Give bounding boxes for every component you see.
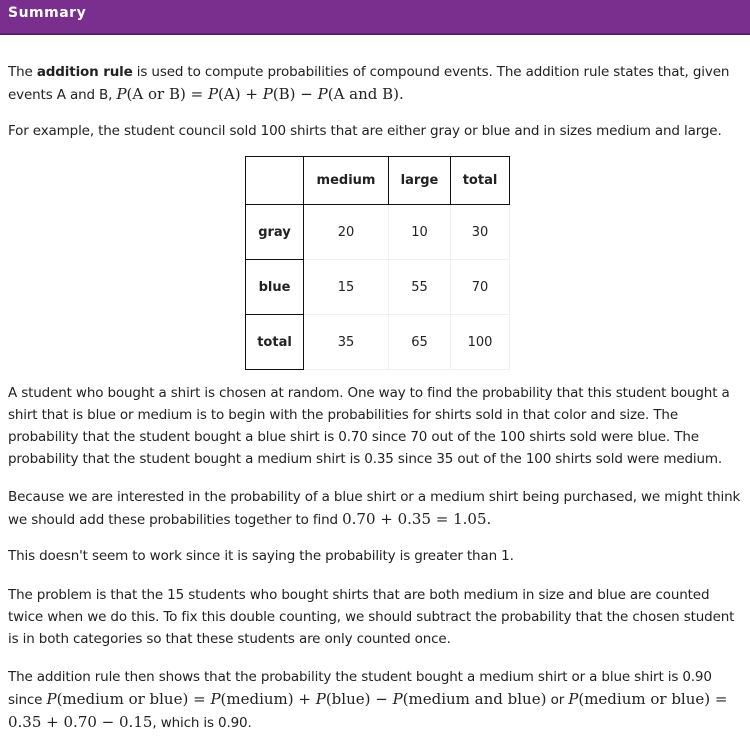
p7-mid: or: [546, 692, 569, 708]
shirt-sales-table: [245, 156, 510, 370]
row-header: total: [246, 315, 304, 370]
table-cell: 70: [451, 260, 510, 315]
table-cell: 30: [451, 205, 510, 260]
table-cell: 65: [389, 315, 451, 370]
header-title: Summary: [8, 5, 87, 21]
addition-rule-paragraph: [8, 61, 744, 106]
table-header-row: [246, 157, 510, 205]
addition-rule-formula: P(A or B) = P(A) + P(B) − P(A and B).: [116, 85, 404, 103]
table-cell: 100: [451, 315, 510, 370]
naive-sum-paragraph: [8, 486, 744, 531]
p1-pre: The: [8, 64, 37, 80]
column-header: medium: [304, 157, 389, 205]
row-header: gray: [246, 205, 304, 260]
p7-pre: The addition rule then shows that the probability the student bought a medium shirt or a blue shirt is 0.90 since: [8, 669, 712, 708]
table-row: [246, 260, 510, 315]
addition-rule-term: addition rule: [36, 64, 133, 80]
table-cell: 15: [304, 260, 389, 315]
table-row: [246, 205, 510, 260]
greater-than-one-paragraph: This doesn't seem to work since it is saying the probability is greater than 1.: [8, 548, 514, 564]
table-cell: 20: [304, 205, 389, 260]
p7-post: , which is 0.90.: [152, 715, 252, 731]
probability-explanation-paragraph: A student who bought a shirt is chosen at random. One way to find the probability that this student bought a shirt that is blue or medium is to begin with the probabilities for shirts sold in that color and size. The probability that the student bought a blue shirt is 0.70 since 70 out of the 100 shirts sold were blue. The probability that the student bought a medium shirt is 0.35 since 35 out of the 100 shirts sold were medium.: [8, 385, 730, 467]
column-header: total: [451, 157, 510, 205]
table-row: [246, 315, 510, 370]
conclusion-formula-2: P(medium or blue) = 0.35 + 0.70 − 0.15: [8, 690, 728, 731]
conclusion-paragraph: [8, 666, 744, 734]
p1-post: is used to compute probabilities of compound events. The addition rule states that, given events A and B,: [8, 64, 730, 103]
double-counting-paragraph: The problem is that the 15 students who bought shirts that are both medium in size and blue are counted twice when we do this. To fix this double counting, we should subtract the probability that the chosen student is in both categories so that these students are only counted once.: [8, 587, 735, 647]
conclusion-formula-1: P(medium or blue) = P(medium) + P(blue) − P(medium and blue): [46, 690, 547, 708]
table-cell: 55: [389, 260, 451, 315]
table-cell: 10: [389, 205, 451, 260]
column-header: large: [389, 157, 451, 205]
summary-header: [0, 0, 750, 35]
naive-sum-formula: 0.70 + 0.35 = 1.05.: [342, 510, 492, 528]
row-header: blue: [246, 260, 304, 315]
table-cell: 35: [304, 315, 389, 370]
p4-text: Because we are interested in the probability of a blue shirt or a medium shirt being purchased, we might think we should add these probabilities together to find: [8, 489, 741, 528]
table-corner-cell: [246, 157, 304, 205]
example-paragraph: For example, the student council sold 100 shirts that are either gray or blue and in sizes medium and large.: [8, 123, 722, 139]
